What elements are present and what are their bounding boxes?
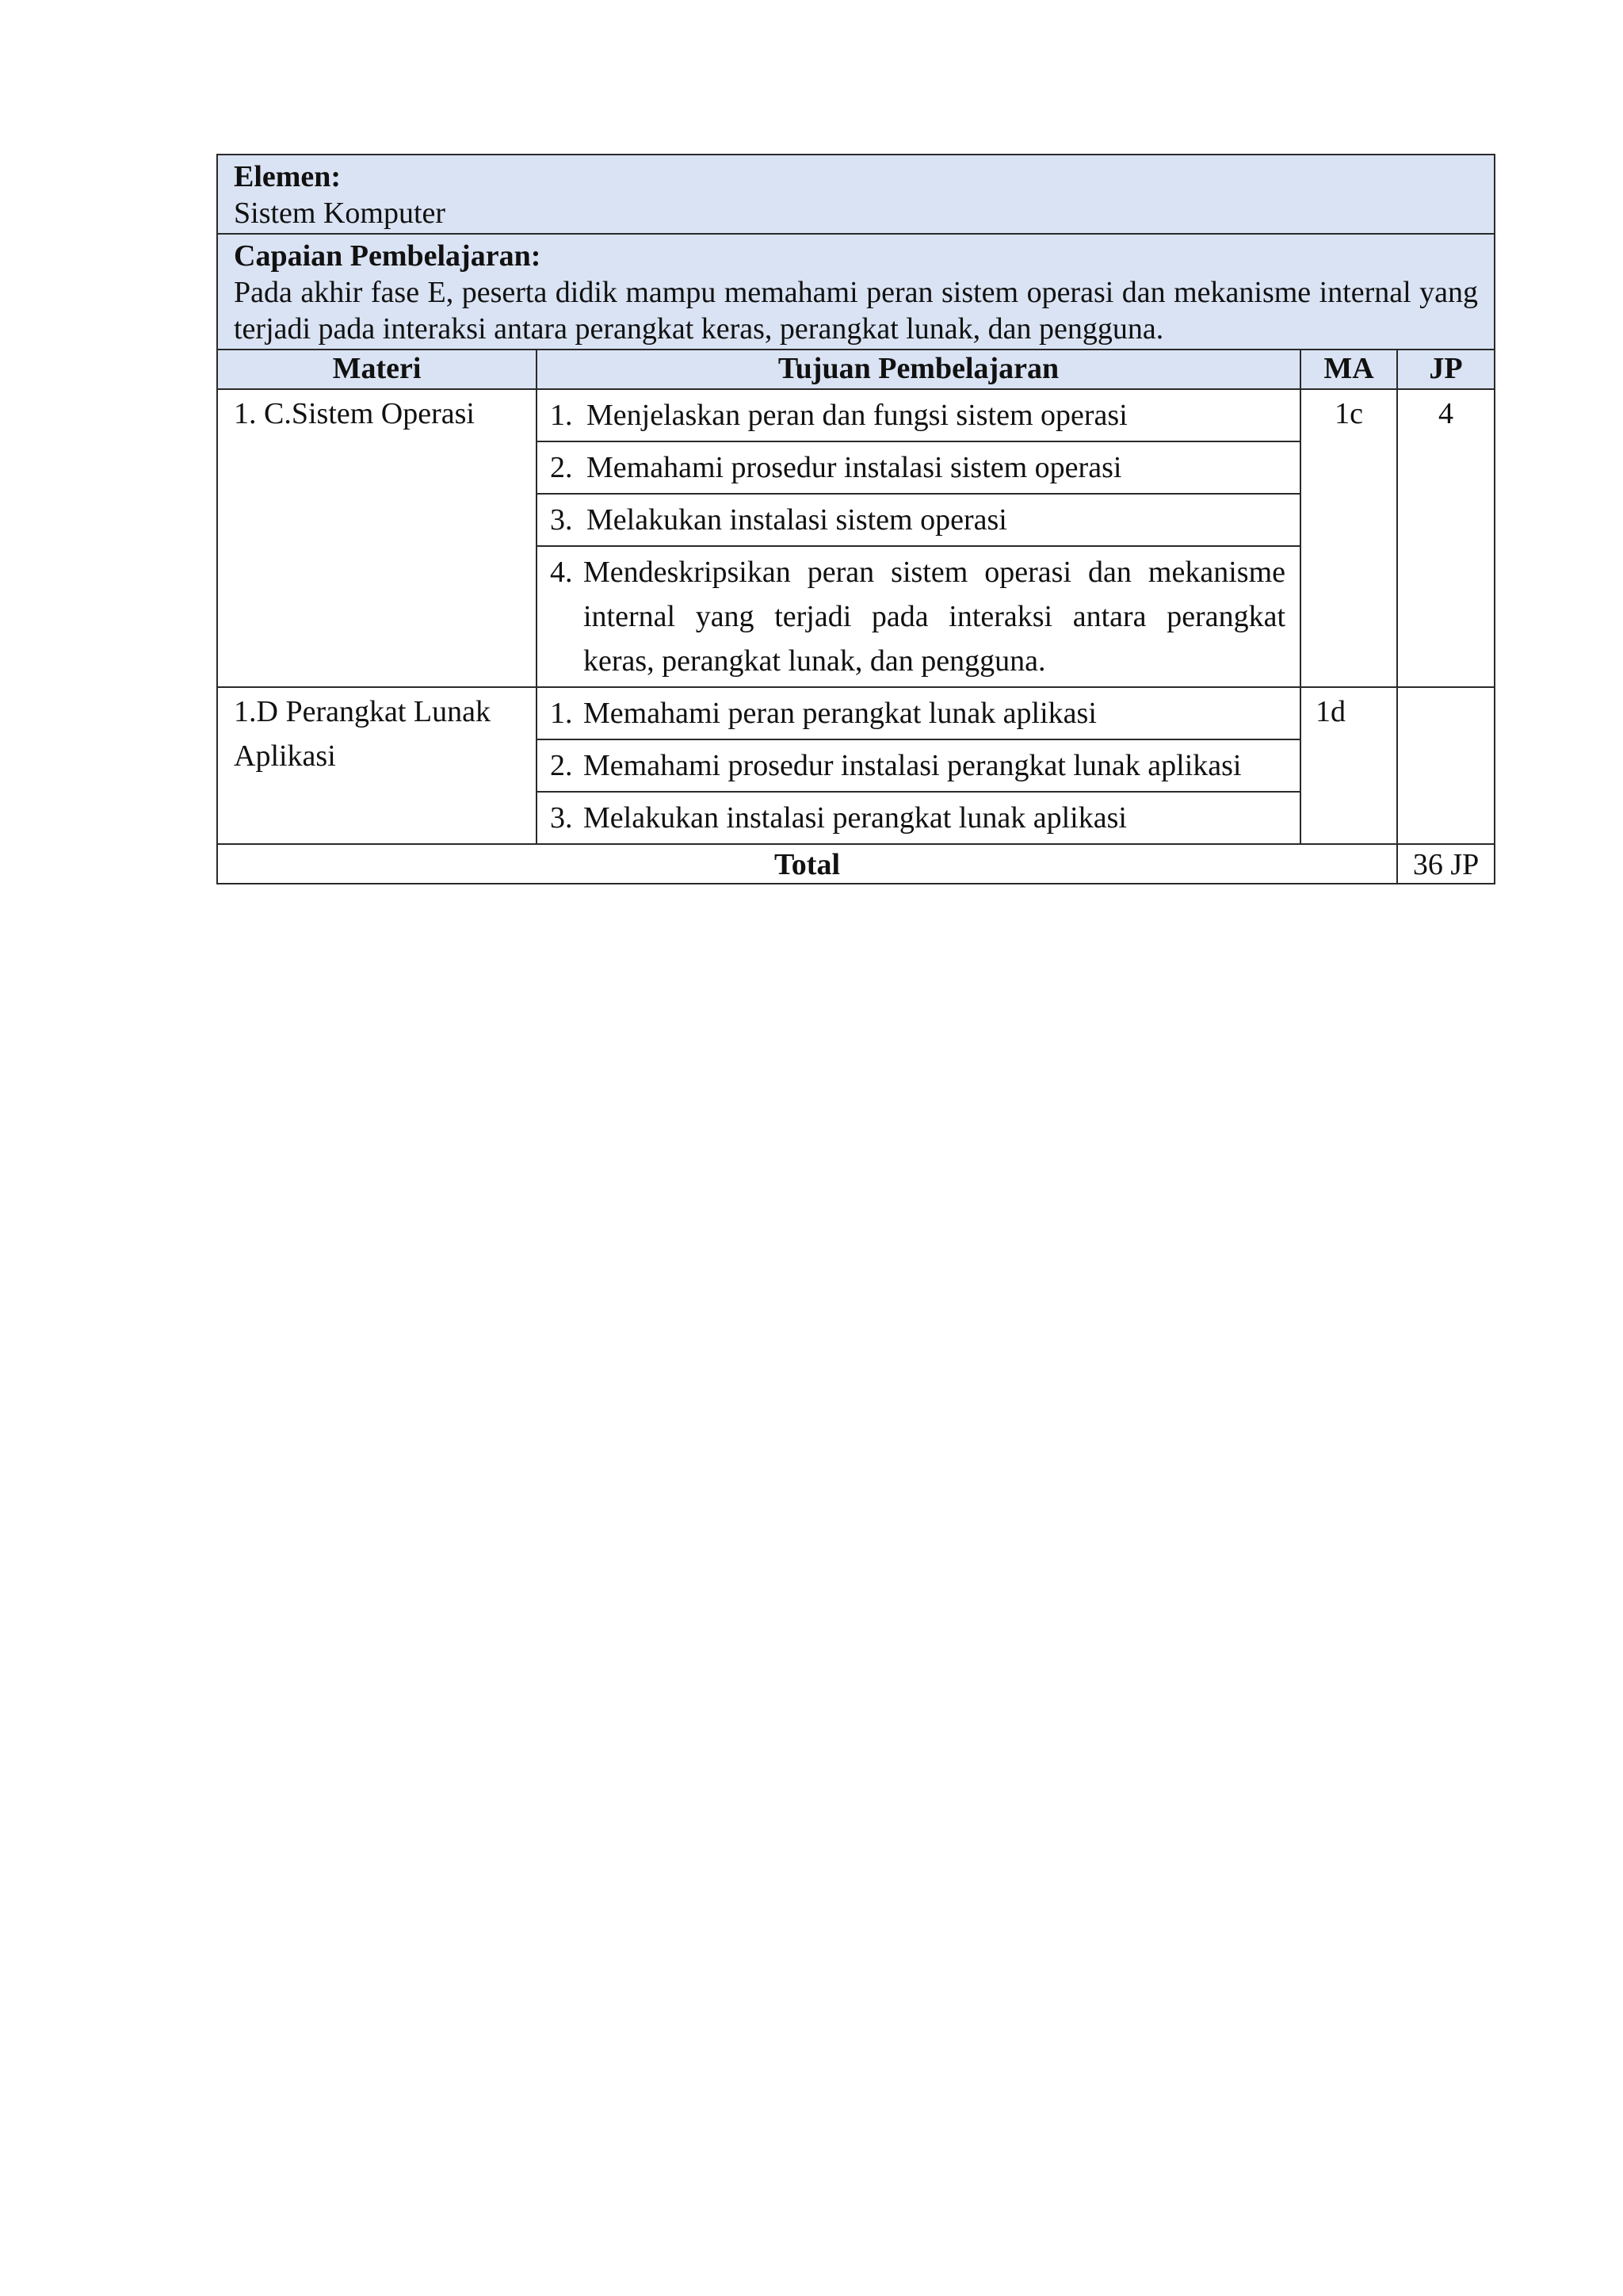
list-item [537,545,1300,686]
total-label: Total [217,844,1397,884]
list-item [537,688,1300,739]
total-row [217,844,1495,884]
list-item [537,390,1300,441]
list-item-number: 3. [550,801,573,835]
table-row [217,687,1495,844]
elemen-row [217,155,1495,234]
ma-cell: 1d [1300,687,1397,844]
table-row [217,389,1495,687]
list-item-number: 4. [550,556,573,589]
elemen-label: Elemen: [234,160,342,193]
total-value: 36 JP [1397,844,1495,884]
list-item-number: 3. [550,503,573,537]
tujuan-list [537,390,1300,686]
list-item [537,493,1300,545]
tujuan-list [537,688,1300,843]
tujuan-cell [537,389,1300,687]
list-item-text: Memahami peran perangkat lunak aplikasi [583,697,1097,730]
jp-cell [1397,687,1495,844]
list-item-text: Melakukan instalasi perangkat lunak aplikasi [583,801,1127,835]
list-item [537,791,1300,843]
list-item [537,739,1300,791]
list-item-number: 1. [550,697,573,730]
list-item-text: Melakukan instalasi sistem operasi [586,503,1007,537]
list-item-text: Mendeskripsikan peran sistem operasi dan mekanisme internal yang terjadi pada interaksi antara perangkat keras, perangkat lunak, dan pengguna. [583,556,1285,678]
tujuan-cell [537,687,1300,844]
capaian-label: Capaian Pembelajaran: [234,239,541,273]
materi-cell: 1.D Perangkat Lunak Aplikasi [217,687,537,844]
list-item-number: 2. [550,749,573,782]
list-item [537,441,1300,493]
capaian-row [217,234,1495,350]
header-materi: Materi [217,350,537,389]
header-tujuan: Tujuan Pembelajaran [537,350,1300,389]
header-ma: MA [1300,350,1397,389]
header-jp: JP [1397,350,1495,389]
learning-objectives-table [216,154,1495,884]
list-item-text: Memahami prosedur instalasi sistem operasi [586,451,1122,484]
ma-cell: 1c [1300,389,1397,687]
column-header-row [217,350,1495,389]
materi-cell: 1. C.Sistem Operasi [217,389,537,687]
list-item-text: Menjelaskan peran dan fungsi sistem operasi [586,399,1128,432]
capaian-cell [217,234,1495,350]
list-item-number: 2. [550,451,573,484]
jp-cell: 4 [1397,389,1495,687]
capaian-text: Pada akhir fase E, peserta didik mampu memahami peran sistem operasi dan mekanisme internal yang terjadi pada interaksi antara perangkat keras, perangkat lunak, dan pengguna. [234,276,1479,346]
list-item-text: Memahami prosedur instalasi perangkat lunak aplikasi [583,749,1242,782]
elemen-value: Sistem Komputer [234,197,446,230]
elemen-cell [217,155,1495,234]
list-item-number: 1. [550,399,573,432]
